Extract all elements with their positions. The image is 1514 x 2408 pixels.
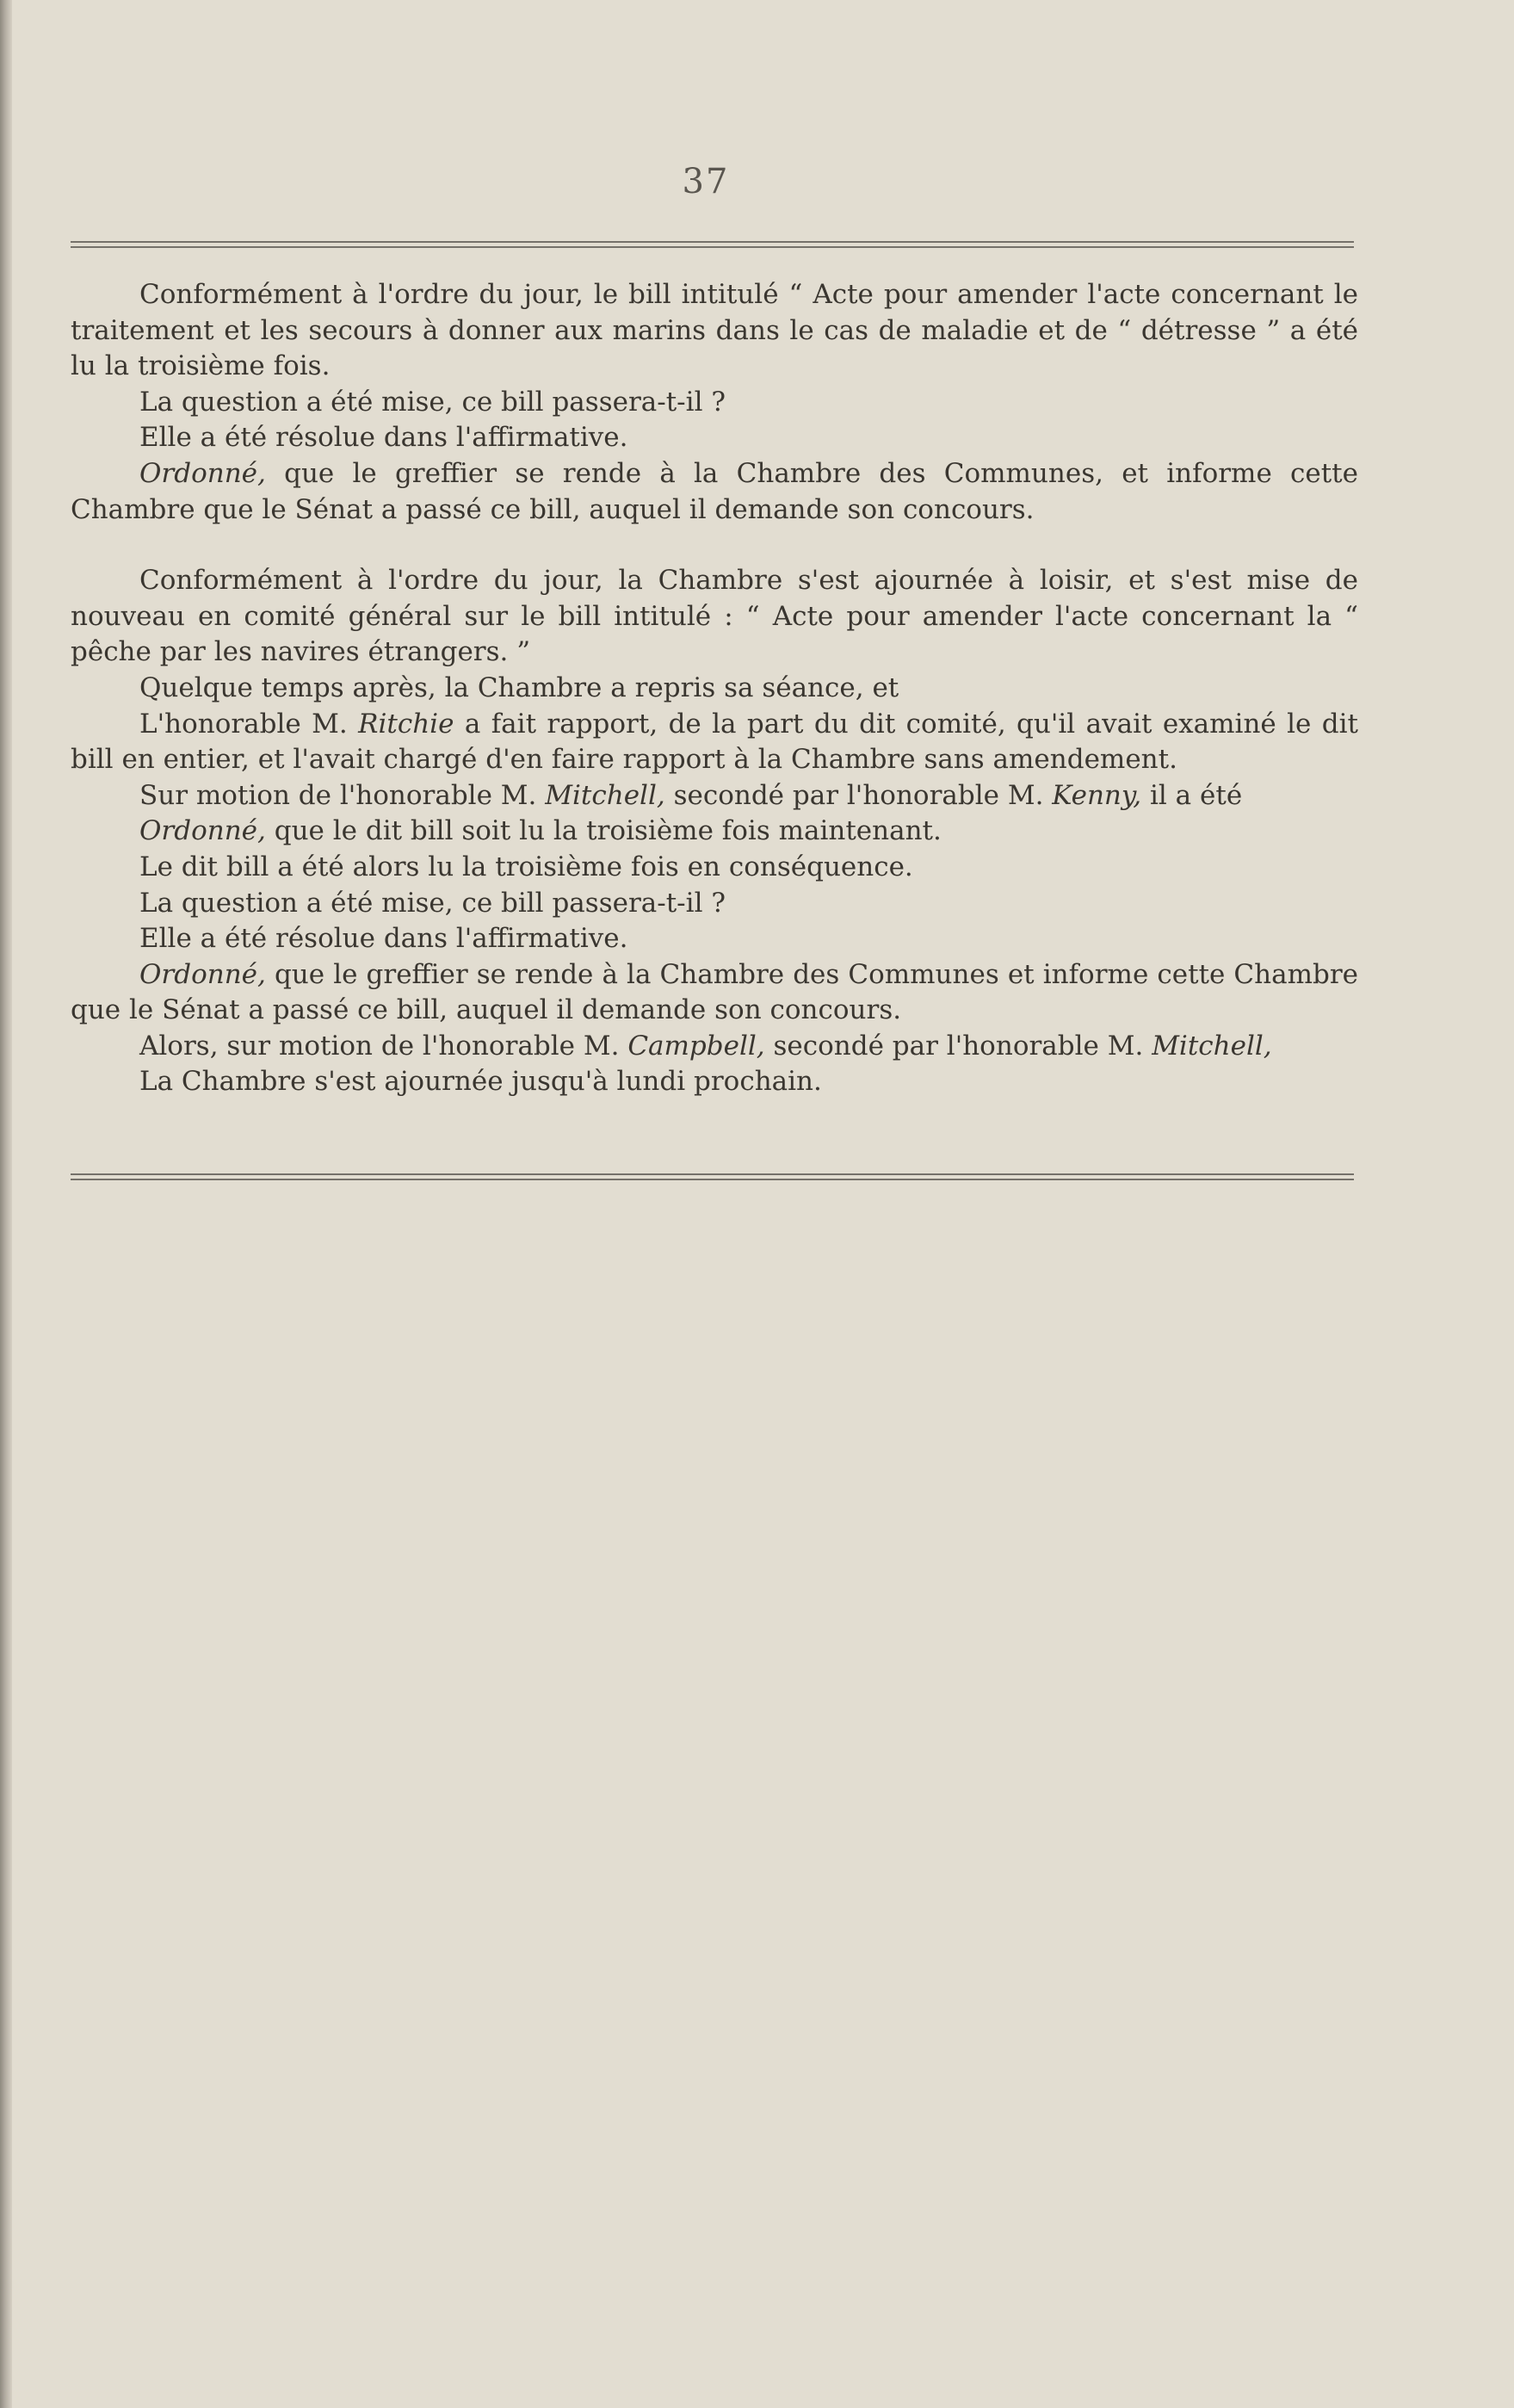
paragraph: Conformément à l'ordre du jour, la Chambre s'est ajournée à loisir, et s'est mise de nouveau en comité général sur le bill intitulé : “ Acte pour amender l'acte concernant la “ pêche par les navires étrangers. ” [71,565,1358,668]
paragraph-text: Alors, sur motion de l'honorable M. [139,1030,628,1062]
document-body [71,277,1358,1100]
italic-term: Ordonné, [139,815,266,847]
paragraph-text: que le greffier se rende à la Chambre des Communes et informe cette Chambre que le Sénat a passé ce bill, auquel il demande son concours. [71,958,1358,1026]
paragraph: Quelque temps après, la Chambre a repris sa séance, et [139,672,899,703]
paragraph-text: Sur motion de l'honorable M. [139,779,546,811]
paragraph-text: que le dit bill soit lu la troisième fois maintenant. [265,815,942,847]
paragraph [71,456,1358,528]
paragraph [71,778,1358,814]
senator-name: Ritchie [358,708,454,740]
page-number: 37 [682,162,730,201]
bottom-double-rule [71,1173,1354,1180]
senator-name: Mitchell, [545,779,665,811]
italic-term: Ordonné, [139,958,266,990]
senator-name: Kenny, [1052,779,1142,811]
paragraph: La Chambre s'est ajournée jusqu'à lundi prochain. [139,1066,822,1098]
paragraph-gap [71,528,1358,563]
binding-edge [0,0,12,2408]
paragraph [71,707,1358,778]
paragraph: Elle a été résolue dans l'affirmative. [139,923,628,955]
paragraph [71,1029,1358,1065]
paragraph [71,957,1358,1029]
paragraph-text: L'honorable M. [139,708,359,740]
paragraph: La question a été mise, ce bill passera-t-il ? [139,887,726,919]
top-double-rule [71,241,1354,248]
paragraph-text: secondé par l'honorable M. [664,779,1053,811]
paragraph-text: a fait rapport, de la part du dit comité, qu'il avait examiné le dit bill en entier, et l'avait chargé d'en faire rapport à la Chambre sans amendement. [71,708,1358,776]
paragraph: Elle a été résolue dans l'affirmative. [139,422,628,454]
italic-term: Ordonné, [139,457,266,489]
paragraph: Le dit bill a été alors lu la troisième fois en conséquence. [139,851,913,882]
paragraph [71,814,1358,850]
paragraph-text: il a été [1141,779,1243,811]
senator-name: Mitchell, [1152,1030,1272,1062]
senator-name: Campbell, [627,1030,765,1062]
paragraph: Conformément à l'ordre du jour, le bill intitulé “ Acte pour amender l'acte concernant le traitement et les secours à donner aux marins dans le cas de maladie et de “ détresse ” a été lu la troisième fois. [71,279,1358,382]
paragraph-text: que le greffier se rende à la Chambre des Communes, et informe cette Chambre que le Sénat a passé ce bill, auquel il demande son concours. [71,457,1358,525]
paragraph: La question a été mise, ce bill passera-t-il ? [139,386,726,418]
paragraph-text: secondé par l'honorable M. [764,1030,1152,1062]
